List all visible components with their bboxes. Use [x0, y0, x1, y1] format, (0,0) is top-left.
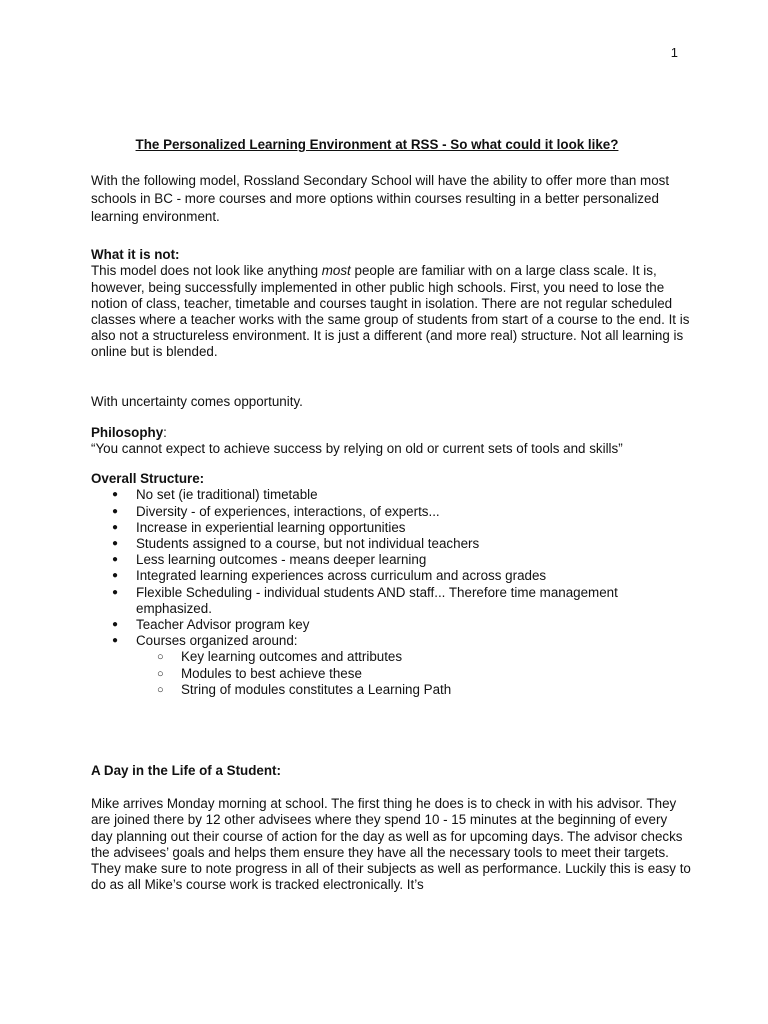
- not-text-emphasis: most: [321, 263, 351, 279]
- document-body: [91, 137, 691, 894]
- section-heading-structure: Overall Structure:: [91, 471, 205, 487]
- list-item: ● No set (ie traditional) timetable: [91, 487, 691, 503]
- philosophy-colon: :: [163, 424, 167, 440]
- section-what-it-is-not: [91, 247, 691, 360]
- list-item: ● Flexible Scheduling - individual students AND staff... Therefore time management emphasized.: [91, 585, 691, 617]
- list-item: ● Teacher Advisor program key: [91, 617, 691, 633]
- section-heading-philosophy: Philosophy: [91, 424, 164, 440]
- sublist-item: ○ Key learning outcomes and attributes: [91, 649, 691, 665]
- section-heading-not: What it is not:: [91, 247, 180, 263]
- list-item: [91, 633, 691, 698]
- page-number: 1: [670, 45, 678, 60]
- not-paragraph: [91, 263, 691, 360]
- philosophy-heading-line: [91, 425, 691, 441]
- document-title: The Personalized Learning Environment at RSS - So what could it look like?: [135, 137, 619, 152]
- section-philosophy: [91, 425, 691, 457]
- list-item: ● Diversity - of experiences, interactions, of experts...: [91, 504, 691, 520]
- sublist-item: ○ String of modules constitutes a Learning Path: [91, 682, 691, 698]
- philosophy-quote: “You cannot expect to achieve success by relying on old or current sets of tools and skills”: [91, 441, 623, 457]
- section-day-in-life: [91, 763, 691, 893]
- not-text-after: people are familiar with on a large class scale. It is, however, being successfully implemented in other public high schools. First, you need to lose the notion of class, teacher, timetable and courses taught in isolation. There are not regular scheduled classes where a teacher works with the same group of students from start of a course to the end. It is also not a structureless environment. It is just a different (and more real) structure. Not all learning is online but is blended.: [91, 263, 690, 360]
- intro-paragraph: With the following model, Rossland Secondary School will have the ability to offer more than most schools in BC - more courses and more options within courses resulting in a better personalized learning environment.: [91, 173, 670, 225]
- section-overall-structure: [91, 471, 691, 698]
- list-item: ● Integrated learning experiences across curriculum and across grades: [91, 568, 691, 584]
- list-item: ● Increase in experiential learning opportunities: [91, 520, 691, 536]
- uncertainty-line: With uncertainty comes opportunity.: [91, 393, 303, 409]
- not-text-before: This model does not look like anything: [91, 263, 322, 279]
- section-heading-day: A Day in the Life of a Student:: [91, 763, 281, 779]
- sublist-item: ○ Modules to best achieve these: [91, 666, 691, 682]
- structure-list: [91, 487, 691, 698]
- structure-sublist: [136, 649, 691, 698]
- list-item: ● Students assigned to a course, but not individual teachers: [91, 536, 691, 552]
- list-item: ● Less learning outcomes - means deeper learning: [91, 552, 691, 568]
- day-paragraph: Mike arrives Monday morning at school. The first thing he does is to check in with his advisor. They are joined there by 12 other advisees where they spend 10 - 15 minutes at the beginning of every day planning out their course of action for the day as well as for upcoming days. The advisor checks the advisees’ goals and helps them ensure they have all the necessary tools to meet their targets. They make sure to note progress in all of their subjects as well as performance. Luckily this is easy to do as all Mike’s course work is tracked electronically. It’s: [91, 796, 691, 893]
- list-item-label: Courses organized around:: [136, 633, 298, 649]
